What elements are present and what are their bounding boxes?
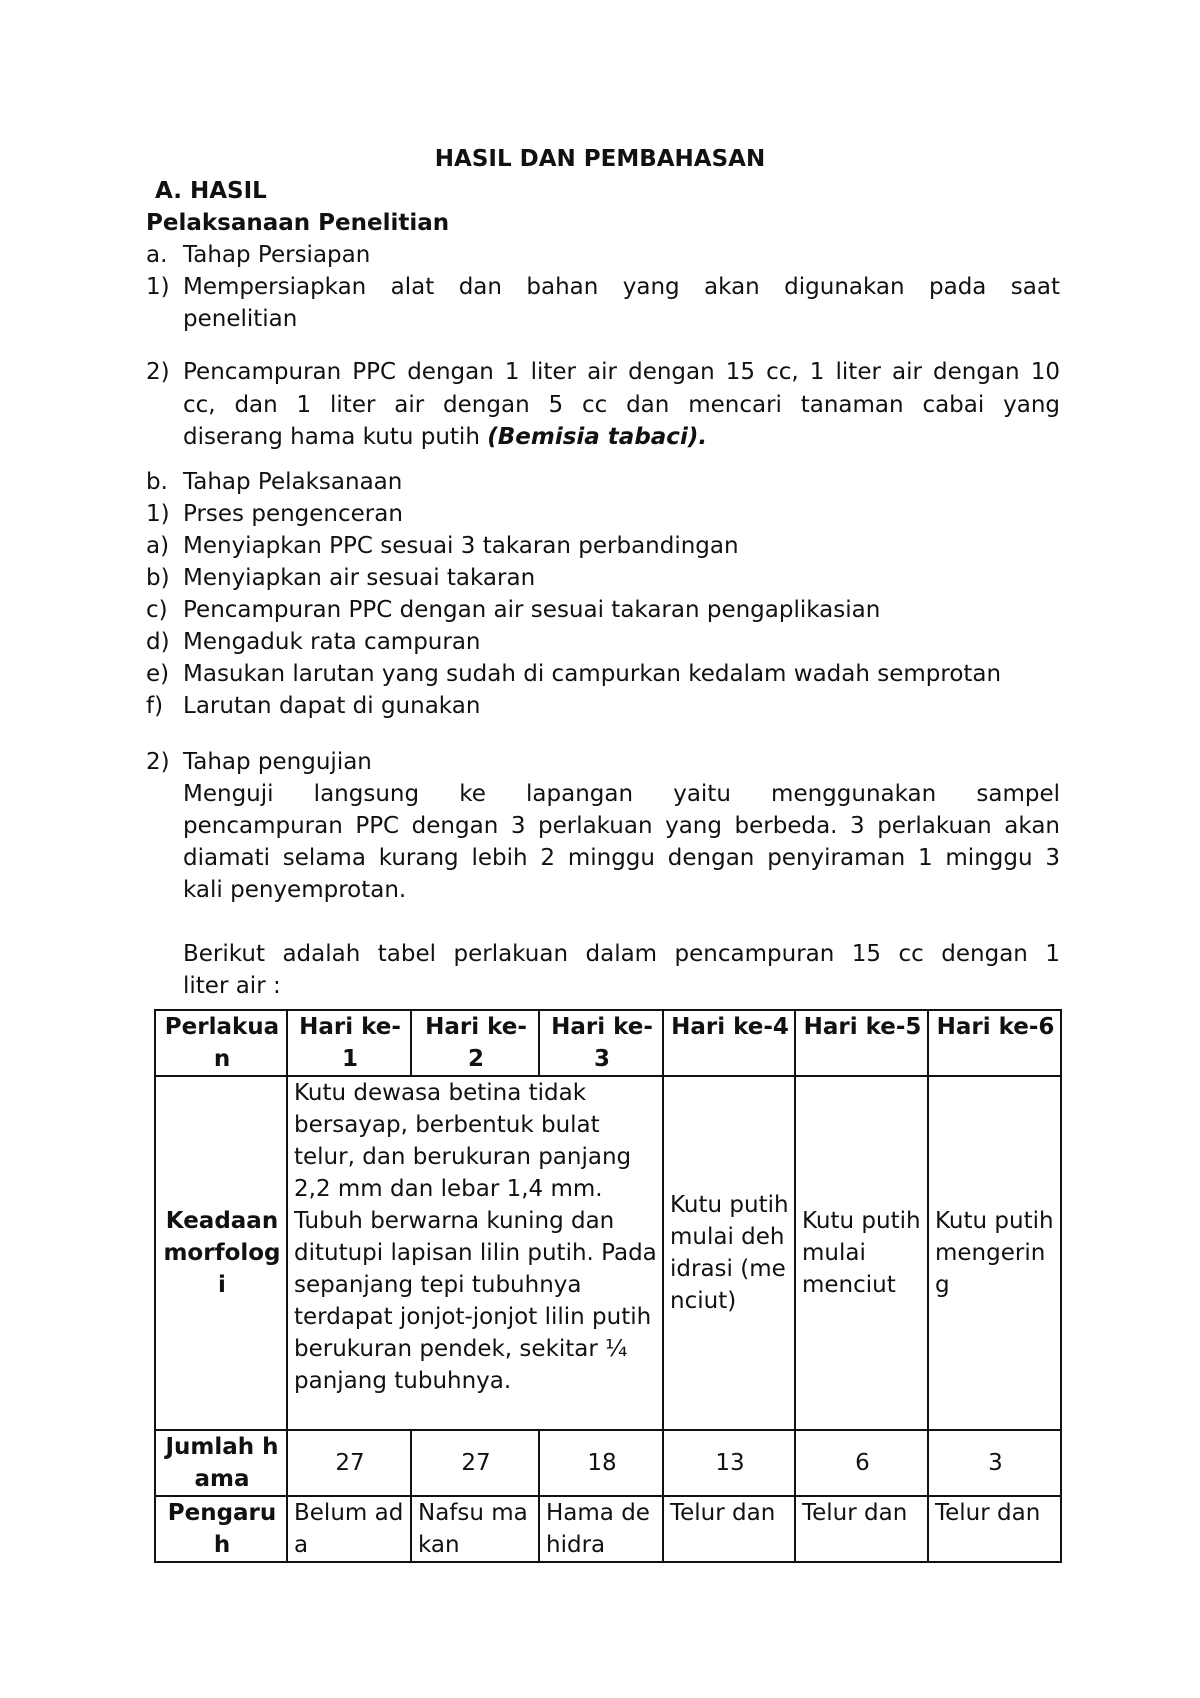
list-marker: 2): [146, 359, 170, 385]
table-cell: 27: [411, 1430, 539, 1496]
table-cell: 18: [539, 1430, 663, 1496]
list-marker: a): [146, 533, 170, 559]
table-cell: 13: [663, 1430, 795, 1496]
list-marker: e): [146, 661, 170, 687]
table-intro: Berikut adalah tabel perlakuan dalam pencampuran 15 cc dengan 1: [183, 941, 1060, 967]
list-item-text: cc, dan 1 liter air dengan 5 cc dan mencari tanaman cabai yang: [183, 392, 1060, 418]
subheading-pelaksanaan: Pelaksanaan Penelitian: [146, 210, 450, 236]
table-cell: Kutu putih mulai dehidrasi (menciut): [663, 1076, 795, 1430]
table-cell: 3: [928, 1430, 1061, 1496]
section-heading-hasil: A. HASIL: [155, 178, 267, 204]
header-cell: Hari ke-6: [928, 1010, 1061, 1076]
header-cell: Hari ke-1: [287, 1010, 411, 1076]
list-marker: 1): [146, 501, 170, 527]
species-name: (Bemisia tabaci).: [487, 424, 708, 450]
table-cell: Telur dan: [928, 1496, 1061, 1562]
header-cell: Perlakuan: [155, 1010, 287, 1076]
table-cell: Nafsu makan: [411, 1496, 539, 1562]
table-cell: Belum ada: [287, 1496, 411, 1562]
row-label: Keadaan morfologi: [155, 1076, 287, 1430]
table-cell: Kutu dewasa betina tidak bersayap, berbentuk bulat telur, dan berukuran panjang 2,2 mm dan lebar 1,4 mm. Tubuh berwarna kuning dan ditutupi lapisan lilin putih. Pada sepanjang tepi tubuhnya terdapat jonjot-jonjot lilin putih berukuran pendek, sekitar ¼ panjang tubuhnya.: [287, 1076, 663, 1430]
table-cell: 27: [287, 1430, 411, 1496]
table-cell: 6: [795, 1430, 928, 1496]
paragraph-line: Menguji langsung ke lapangan yaitu menggunakan sampel: [183, 781, 1060, 807]
list-item-text: Pencampuran PPC dengan 1 liter air dengan 15 cc, 1 liter air dengan 10: [183, 359, 1060, 385]
list-item-text: Pencampuran PPC dengan air sesuai takaran pengaplikasian: [183, 597, 881, 623]
perlakuan-table: [154, 1009, 1062, 1563]
list-marker: c): [146, 597, 168, 623]
list-marker: 1): [146, 274, 170, 300]
table-header-row: [155, 1010, 1061, 1076]
table-cell: Kutu putih mulai menciut: [795, 1076, 928, 1430]
list-item-text: penelitian: [183, 306, 298, 332]
list-item-text: Menyiapkan PPC sesuai 3 takaran perbandingan: [183, 533, 739, 559]
list-item-text: Prses pengenceran: [183, 501, 403, 527]
table-intro: liter air :: [183, 973, 281, 999]
header-cell: Hari ke-2: [411, 1010, 539, 1076]
page-title: HASIL DAN PEMBAHASAN: [434, 146, 766, 172]
list-marker: d): [146, 629, 170, 655]
header-cell: Hari ke-3: [539, 1010, 663, 1076]
header-cell: Hari ke-5: [795, 1010, 928, 1076]
list-item-text: Masukan larutan yang sudah di campurkan kedalam wadah semprotan: [183, 661, 1002, 687]
table-row: [155, 1076, 1061, 1430]
list-item-text: [183, 421, 707, 453]
table-cell: Telur dan: [795, 1496, 928, 1562]
list-item-text: Tahap pengujian: [183, 749, 372, 775]
list-marker: 2): [146, 749, 170, 775]
list-marker: b): [146, 565, 170, 591]
paragraph-line: diamati selama kurang lebih 2 minggu dengan penyiraman 1 minggu 3: [183, 845, 1060, 871]
list-item-text: Tahap Pelaksanaan: [183, 469, 403, 495]
paragraph-line: pencampuran PPC dengan 3 perlakuan yang berbeda. 3 perlakuan akan: [183, 813, 1060, 839]
list-marker: f): [146, 693, 164, 719]
row-label: Jumlah hama: [155, 1430, 287, 1496]
paragraph-line: kali penyemprotan.: [183, 877, 407, 903]
list-item-text: Tahap Persiapan: [183, 242, 371, 268]
list-item-text: Larutan dapat di gunakan: [183, 693, 481, 719]
list-item-text: Mempersiapkan alat dan bahan yang akan digunakan pada saat: [183, 274, 1060, 300]
list-item-text-plain: diserang hama kutu putih: [183, 424, 488, 450]
header-cell: Hari ke-4: [663, 1010, 795, 1076]
table-row: [155, 1496, 1061, 1562]
table-row: [155, 1430, 1061, 1496]
list-marker: b.: [146, 469, 168, 495]
table-cell: Telur dan: [663, 1496, 795, 1562]
list-item-text: Menyiapkan air sesuai takaran: [183, 565, 536, 591]
list-marker: a.: [146, 242, 168, 268]
list-item-text: Mengaduk rata campuran: [183, 629, 481, 655]
table-cell: Hama dehidra: [539, 1496, 663, 1562]
row-label: Pengaruh: [155, 1496, 287, 1562]
table-cell: Kutu putih mengering: [928, 1076, 1061, 1430]
